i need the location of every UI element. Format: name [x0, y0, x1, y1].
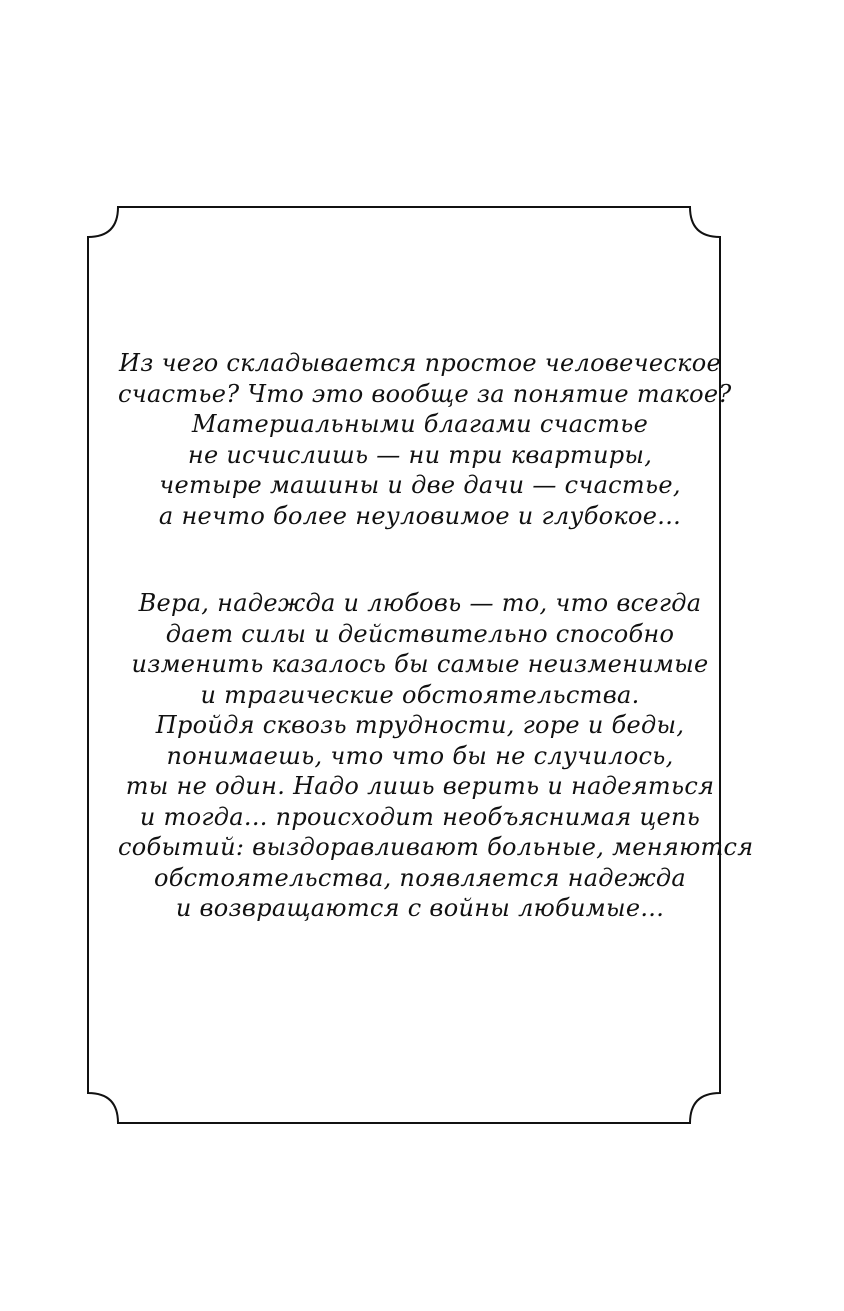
- text-line: и возвращаются с войны любимые...: [175, 894, 665, 922]
- text-line: понимаешь, что что бы не случилось,: [166, 741, 674, 770]
- text-line: Материальными благами счастье: [191, 410, 649, 438]
- text-line: счастье? Что это вообще за понятие такое?: [118, 379, 732, 408]
- text-line: четыре машины и две дачи — счастье,: [159, 471, 681, 499]
- text-line: и трагические обстоятельства.: [200, 680, 640, 709]
- paragraph-1: [118, 348, 732, 531]
- text-line: событий: выздоравливают больные, меняются: [118, 833, 754, 861]
- text-line: дает силы и действительно способно: [165, 619, 675, 648]
- text-line: Пройдя сквозь трудности, горе и беды,: [155, 711, 685, 739]
- paragraph-2: [118, 588, 754, 924]
- text-line: Из чего складывается простое человеческое: [119, 349, 721, 377]
- text-line: Вера, надежда и любовь — то, что всегда: [138, 589, 702, 617]
- text-line: изменить казалось бы самые неизменимые: [131, 650, 709, 678]
- text-line: и тогда... происходит необъяснимая цепь: [139, 802, 701, 831]
- text-line: обстоятельства, появляется надежда: [153, 863, 687, 892]
- text-line: не исчислишь — ни три квартиры,: [187, 440, 653, 469]
- text-line: ты не один. Надо лишь верить и надеяться: [125, 772, 715, 800]
- text-line: а нечто более неуловимое и глубокое...: [158, 501, 682, 530]
